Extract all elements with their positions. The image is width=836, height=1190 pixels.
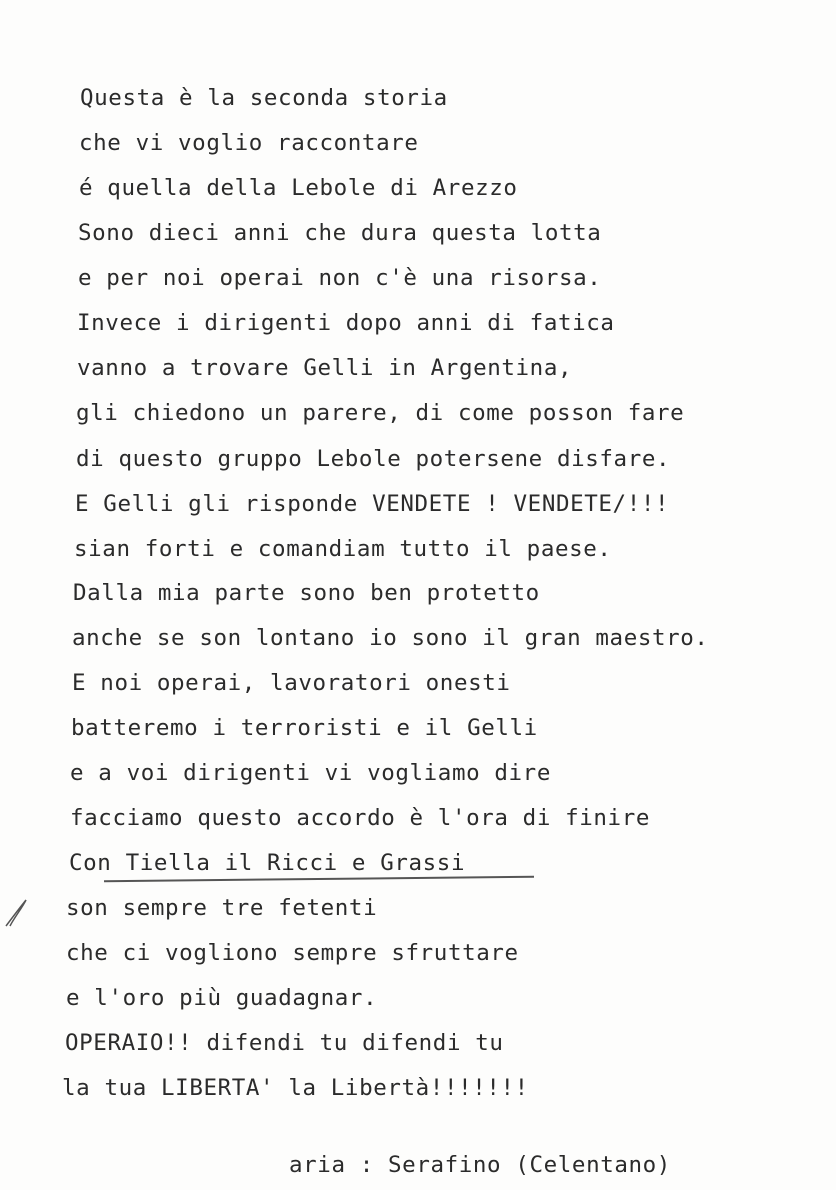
- poem-line-17: facciamo questo accordo è l'ora di finire: [70, 805, 650, 831]
- poem-line-19: son sempre tre fetenti: [66, 895, 378, 921]
- poem-line-14: E noi operai, lavoratori onesti: [72, 670, 511, 696]
- poem-line-23: la tua LIBERTA' la Libertà!!!!!!!: [62, 1075, 529, 1101]
- attribution: aria : Serafino (Celentano): [289, 1152, 671, 1178]
- poem-line-4: Sono dieci anni che dura questa lotta: [78, 220, 602, 246]
- poem-line-3: é quella della Lebole di Arezzo: [79, 175, 518, 201]
- poem-line-12: Dalla mia parte sono ben protetto: [73, 580, 540, 606]
- poem-line-11: sian forti e comandiam tutto il paese.: [74, 536, 612, 562]
- poem-line-6: Invece i dirigenti dopo anni di fatica: [77, 310, 615, 336]
- handwritten-underline: [104, 876, 534, 882]
- poem-line-13: anche se son lontano io sono il gran maestro.: [72, 625, 709, 651]
- poem-line-5: e per noi operai non c'è una risorsa.: [78, 265, 602, 291]
- pen-mark-icon: [0, 892, 40, 932]
- poem-line-16: e a voi dirigenti vi vogliamo dire: [70, 760, 551, 786]
- poem-line-10: E Gelli gli risponde VENDETE ! VENDETE/!!!: [75, 491, 670, 517]
- poem-line-8: gli chiedono un parere, di come posson fare: [76, 400, 685, 426]
- poem-line-22: OPERAIO!! difendi tu difendi tu: [65, 1030, 504, 1056]
- poem-line-1: Questa è la seconda storia: [80, 85, 448, 111]
- poem-line-15: batteremo i terroristi e il Gelli: [71, 715, 538, 741]
- poem-line-2: che vi voglio raccontare: [79, 130, 419, 156]
- poem-line-7: vanno a trovare Gelli in Argentina,: [77, 355, 573, 381]
- poem-line-9: di questo gruppo Lebole potersene disfare.: [76, 446, 671, 472]
- poem-line-21: e l'oro più guadagnar.: [66, 985, 378, 1011]
- poem-line-20: che ci vogliono sempre sfruttare: [66, 940, 519, 966]
- poem-line-18: Con Tiella il Ricci e Grassi: [69, 850, 466, 876]
